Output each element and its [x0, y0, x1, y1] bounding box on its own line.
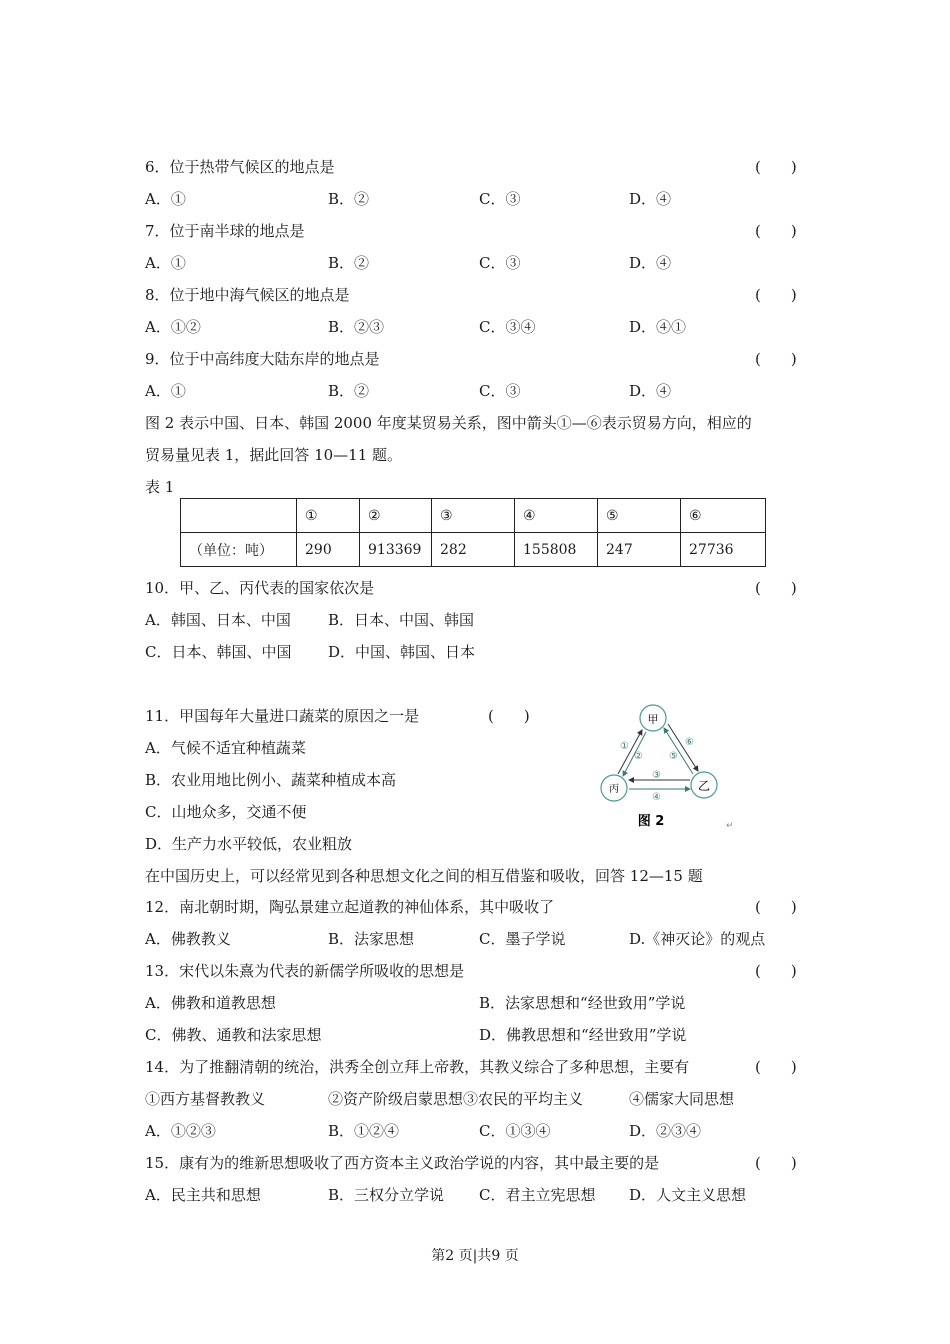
- q14-option-b: B．①②④: [328, 1122, 400, 1140]
- q13-answer-paren: ( ): [755, 962, 797, 980]
- trade-intro-line-2: 贸易量见表 1，据此回答 10—11 题。: [145, 446, 403, 464]
- q9-answer-paren: ( ): [755, 350, 797, 368]
- q12-option-c: C．墨子学说: [479, 930, 566, 948]
- q8-answer-paren: ( ): [755, 286, 797, 304]
- trade-intro-line-1: 图 2 表示中国、日本、韩国 2000 年度某贸易关系，图中箭头①—⑥表示贸易方向，相应的: [145, 414, 752, 432]
- q11-option-a: A．气候不适宜种植蔬菜: [145, 739, 306, 757]
- q7-answer-paren: ( ): [755, 222, 797, 240]
- q9-option-c: C．③: [479, 382, 521, 400]
- q6-option-c: C．③: [479, 190, 521, 208]
- q8-option-b: B．②③: [328, 318, 385, 336]
- q15-option-c: C．君主立宪思想: [479, 1186, 596, 1204]
- q12-option-a: A．佛教教义: [145, 930, 231, 948]
- q10-option-b: B．日本、中国、韩国: [328, 611, 475, 629]
- q10-answer-paren: ( ): [755, 579, 797, 597]
- q11-option-c: C．山地众多，交通不便: [145, 803, 307, 821]
- q7-option-a: A．①: [145, 254, 186, 272]
- q10-option-c: C．日本、韩国、中国: [145, 643, 292, 661]
- q8-option-d: D．④①: [629, 318, 687, 336]
- figure-2-caption: 图 2: [637, 814, 665, 829]
- q14-item-4: ④儒家大同思想: [629, 1090, 735, 1108]
- table-cell: （单位：吨）: [181, 533, 297, 567]
- q11-option-d: D．生产力水平较低，农业粗放: [145, 835, 353, 853]
- arrow-label-1: ①: [620, 741, 629, 752]
- q6-answer-paren: ( ): [755, 158, 797, 176]
- q10-stem: 10．甲、乙、丙代表的国家依次是: [145, 579, 375, 597]
- table-header-cell: ③: [432, 499, 515, 533]
- q14-option-c: C．①③④: [479, 1122, 551, 1140]
- q13-stem: 13．宋代以朱熹为代表的新儒学所吸收的思想是: [145, 962, 465, 980]
- q15-option-b: B．三权分立学说: [328, 1186, 445, 1204]
- table-cell: 155808: [515, 533, 598, 567]
- q13-option-a: A．佛教和道教思想: [145, 994, 276, 1012]
- q8-option-c: C．③④: [479, 318, 536, 336]
- table-cell: 290: [297, 533, 360, 567]
- q15-option-d: D．人文主义思想: [629, 1186, 747, 1204]
- q9-option-d: D．④: [629, 382, 672, 400]
- q6-stem: 6．位于热带气候区的地点是: [145, 158, 335, 176]
- q14-stem: 14．为了推翻清朝的统治，洪秀全创立拜上帝教，其教义综合了多种思想，主要有: [145, 1058, 690, 1076]
- q15-stem: 15．康有为的维新思想吸收了西方资本主义政治学说的内容，其中最主要的是: [145, 1154, 660, 1172]
- q14-answer-paren: ( ): [755, 1058, 797, 1076]
- arrow-label-6: ⑥: [685, 737, 694, 748]
- table-header-cell: ②: [360, 499, 432, 533]
- q8-stem: 8．位于地中海气候区的地点是: [145, 286, 350, 304]
- trade-diagram: [596, 704, 736, 834]
- node-bing-label: 丙: [609, 784, 619, 795]
- q9-option-a: A．①: [145, 382, 186, 400]
- table-cell: 27736: [681, 533, 766, 567]
- q6-option-d: D．④: [629, 190, 672, 208]
- history-intro: 在中国历史上，可以经常见到各种思想文化之间的相互借鉴和吸收，回答 12—15 题: [145, 867, 703, 885]
- q15-option-a: A．民主共和思想: [145, 1186, 261, 1204]
- q11-option-b: B．农业用地比例小、蔬菜种植成本高: [145, 771, 397, 789]
- q11-answer-paren: ( ): [488, 707, 530, 725]
- q10-option-a: A．韩国、日本、中国: [145, 611, 291, 629]
- q8-option-a: A．①②: [145, 318, 201, 336]
- table-header-row: [181, 499, 766, 533]
- q14-item-1: ①西方基督教教义: [145, 1090, 266, 1108]
- arrow-label-2: ②: [634, 751, 643, 762]
- page-footer: 第2 页|共9 页: [431, 1248, 519, 1264]
- q12-stem: 12．南北朝时期，陶弘景建立起道教的神仙体系，其中吸收了: [145, 898, 555, 916]
- q11-stem: 11．甲国每年大量进口蔬菜的原因之一是: [145, 707, 420, 725]
- q6-option-b: B．②: [328, 190, 370, 208]
- q14-option-a: A．①②③: [145, 1122, 216, 1140]
- q7-option-d: D．④: [629, 254, 672, 272]
- node-yi-label: 乙: [697, 779, 711, 793]
- q7-option-c: C．③: [479, 254, 521, 272]
- table-cell: 282: [432, 533, 515, 567]
- q14-option-d: D．②③④: [629, 1122, 702, 1140]
- table-header-cell: [181, 499, 297, 533]
- table-cell: 913369: [360, 533, 432, 567]
- q6-option-a: A．①: [145, 190, 186, 208]
- table-header-cell: ⑤: [598, 499, 681, 533]
- node-jia-label: 甲: [647, 713, 659, 726]
- q7-stem: 7．位于南半球的地点是: [145, 222, 305, 240]
- table-header-cell: ①: [297, 499, 360, 533]
- q14-item-2-3: ②资产阶级启蒙思想③农民的平均主义: [328, 1090, 584, 1108]
- q12-option-d: D.《神灭论》的观点: [629, 930, 766, 948]
- table-cell: 247: [598, 533, 681, 567]
- q9-stem: 9．位于中高纬度大陆东岸的地点是: [145, 350, 380, 368]
- arrow-label-3: ③: [652, 770, 661, 781]
- q15-answer-paren: ( ): [755, 1154, 797, 1172]
- table-row: [181, 533, 766, 567]
- q12-answer-paren: ( ): [755, 898, 797, 916]
- q13-option-b: B．法家思想和“经世致用”学说: [479, 994, 686, 1012]
- table-header-cell: ④: [515, 499, 598, 533]
- trade-table: [180, 498, 766, 567]
- q13-option-c: C．佛教、通教和法家思想: [145, 1026, 322, 1044]
- figure-2: [596, 704, 736, 834]
- q12-option-b: B．法家思想: [328, 930, 415, 948]
- q7-option-b: B．②: [328, 254, 370, 272]
- q13-option-d: D．佛教思想和“经世致用”学说: [479, 1026, 687, 1044]
- q9-option-b: B．②: [328, 382, 370, 400]
- arrow-label-5: ⑤: [669, 751, 678, 762]
- table1-caption: 表 1: [145, 478, 175, 496]
- paragraph-mark: ↵: [726, 821, 734, 831]
- table-header-cell: ⑥: [681, 499, 766, 533]
- q10-option-d: D．中国、韩国、日本: [328, 643, 476, 661]
- arrow-label-4: ④: [652, 792, 661, 803]
